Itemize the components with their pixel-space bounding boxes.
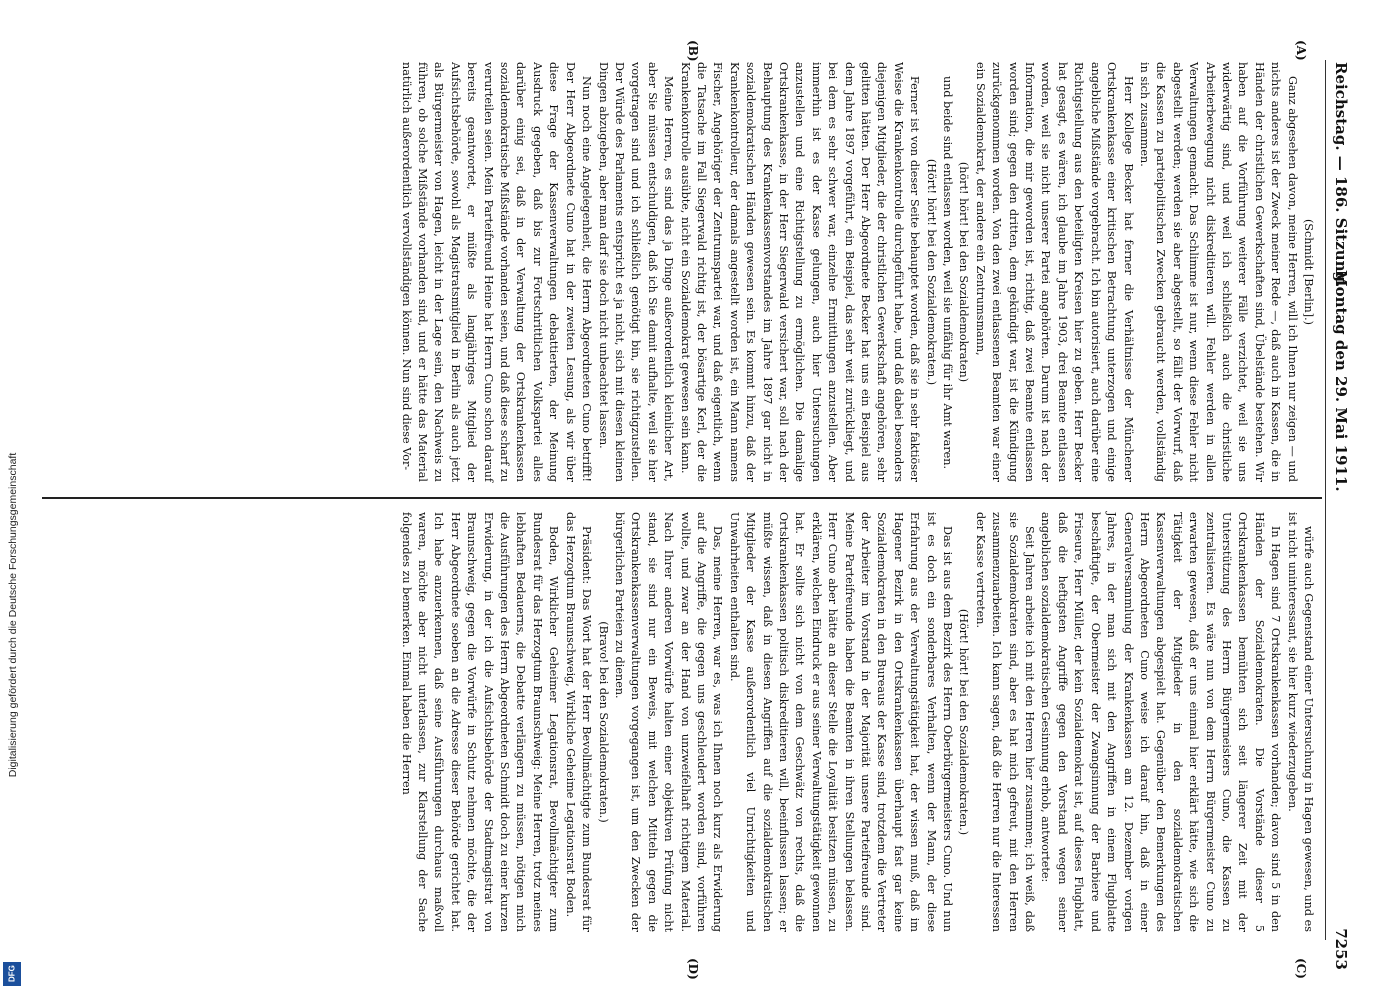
margin-mark-a: (A) [1294, 40, 1308, 61]
header-rule [1325, 60, 1326, 940]
column-divider [42, 497, 1322, 499]
paragraph: Seit Jahren arbeite ich mit den Herren hier zusammen; ich weiß, daß sie Sozialdemokraten sind, aber es hat mich gefreut, mit den Herren zusammenzuarbeiten. Ich kann sagen, daß die Herren nur die Interessen der Kasse vertreten. [973, 512, 1037, 932]
paragraph: (Schmidt [Berlin].) [1302, 218, 1315, 326]
document-page [30, 0, 1360, 1000]
paragraph: Ferner ist von dieser Seite behauptet worden, daß sie in sehr faktiöser Weise die Krankenkontrolle durchgeführt habe, und daß dabei besonders diejenigen Mitglieder, die der christlichen Gewerkschaft angehören, sehr gelitten hätten. Der Herr Abgeordnete Becker hat uns ein Beispiel aus dem Jahre 1897 vorgeführt, ein Beispiel, das sehr weit zurückliegt, und bei dem es sehr schwer war, einzelne Ermittlungen anzustellen. Aber immerhin ist es der Kasse gelungen, auch hier Untersuchungen anzustellen und eine Richtigstellung zu ermöglichen. Die damalige Ortskrankenkasse, in der Herr Siegerwald versichert war, soll nach der Behauptung des Krankenkassenvorstandes im Jahre 1897 gar nicht in sozialdemokratischen Händen gewesen sein. Es kommt hinzu, daß der Krankenkontrolleur, der damals angestellt worden ist, ein Mann namens Fischer, Angehöriger der Zentrumspartei war, und daß eigentlich, wenn die Tatsache im Fall Siegerwald richtig ist, der bösartige Kerl, der die Krankenkontrolle ausübte, nicht ein Sozialdemokrat gewesen sein kann. [678, 62, 922, 482]
margin-mark-c: (C) [1294, 958, 1308, 979]
paragraph: Das ist aus dem Bezirk des Herrn Oberbürgermeisters Cuno. Und nun ist es doch ein sonderbares Verhalten, wenn der Mann, der diese Erfahrung aus der Verwaltungstätigkeit hat, der wissen muß, daß im Hagener Bezirk in den Ortskrankenkassen überhaupt fast gar keine Sozialdemokraten in den Bureaus der Kasse sind, trotzdem die Vertreter der Arbeiter im Vorstand in der Majorität unsere Parteifreunde sind. Meine Parteifreunde haben die Beamten in ihren Stellungen belassen. Herr Cuno aber hätte an dieser Stelle die Loyalität besitzen müssen, zu erklären, welchen Eindruck er aus seiner Verwaltungstätigkeit gewonnen hat. Er sollte sich nicht von dem Geschwätz von rechts, daß die Ortskrankenkassen politisch diskreditieren will, beeinflussen lassen; er müßte wissen, daß in diesen Angriffen auf die sozialdemokratischen Mitglieder der Kasse außerordentlich viel Unrichtigkeiten und Unwahrheiten enthalten sind. [727, 512, 955, 932]
funding-notice: Digitalisierung gefördert durch die Deutsche Forschungsgemeinschaft [7, 452, 19, 778]
paragraph: (hört! hört! bei den Sozialdemokraten) [957, 161, 971, 383]
paragraph: würfe auch Gegenstand einer Untersuchung in Hagen gewesen, und es ist nicht uninteressant, sie hier kurz wiederzugeben. [1285, 512, 1315, 932]
paragraph: Ganz abgesehen davon, meine Herren, will ich Ihnen nur zeigen — und nichts anderes ist der Zweck meiner Rede —, daß auch in Kassen, die in Händen der christlichen Gewerkschaften sind, Übelstände bestehen. Wir haben auf die Vorführung weiterer Fälle verzichtet, weil sie uns widerwärtig sind, und weil ich schließlich auch die christliche Arbeiterbewegung nicht diskreditieren will. Fehler werden in allen Verwaltungen gemacht. Das Schlimme ist nur, wenn diese Fehler nicht abgestellt werden; werden sie aber abgestellt, so fällt der Vorwurf, daß die Kassen zu parteipolitischen Zwecken gebraucht werden, vollständig in sich zusammen. [1137, 62, 1299, 482]
paragraph: (Bravo! bei den Sozialdemokraten.) [596, 621, 610, 823]
page-header [1328, 0, 1350, 1000]
margin-mark-b: (B) [686, 40, 700, 62]
margin-mark-d: (D) [686, 958, 700, 980]
page-number: 7253 [1332, 928, 1350, 970]
paragraph: Boden, Wirklicher Geheimer Legationsrat, Bevollmächtigter zum Bundesrat für das Herzogtum Braunschweig: Meine Herren, trotz meines lebhaften Bedauerns, die Debatte verlängern zu müssen, nötigen mich die Ausführungen des Herrn Abgeordneten Schmidt doch zu einer kurzen Erwiderung, in der ich die Aufsichtsbehörde der Stadtmagistrat von Braunschweig, gegen die Vorwürfe in Schutz nehmen möchte, die der Herr Abgeordnete soeben an die Adresse dieser Behörde gerichtet hat. Ich habe anzuerkennen, daß seine Ausführungen durchaus maßvoll waren, möchte aber nicht unterlassen, zur Klarstellung der Sache folgendes zu bemerken. Einmal haben die Herren [399, 512, 561, 932]
paragraph: Herr Kollege Becker hat ferner die Verhältnisse der Münchener Ortskrankenkasse einer kritischen Betrachtung unterzogen und einige angebliche Mißstände vorgebracht. Ich bin autorisiert, auch darüber eine Richtigstellung aus den beteiligten Kreisen hier zu geben. Herr Becker hat gesagt, es wären, ich glaube im Jahre 1903, drei Beamte entlassen worden, weil sie nicht unserer Partei angehörten. Darum ist nach der Information, die mir geworden ist, richtig, daß zwei Beamte entlassen worden sind; gegen den dritten, dem gekündigt war, ist die Kündigung zurückgenommen worden. Von den zwei entlassenen Beamten war einer ein Sozialdemokrat, der andere ein Zentrumsmann, [973, 62, 1135, 482]
paragraph: Präsident: Das Wort hat der Herr Bevollmächtigte zum Bundesrat für das Herzogtum Braunschweig, Wirkliche Geheime Legationsrat Boden. [563, 512, 594, 932]
paragraph: und beide sind entlassen worden, weil sie unfähig für ihr Amt waren. [941, 76, 955, 470]
left-text-column [397, 62, 1316, 482]
right-text-column [397, 512, 1316, 932]
paragraph: In Hagen sind 7 Ortskrankenkassen vorhanden; davon sind 5 in den Händen der Sozialdemokraten. Die Vorstände dieser 5 Ortskrankenkassen bemühten sich seit längerer Zeit mit der Unterstützung des Herrn Bürgermeisters Cuno, die Kassen zu zentralisieren. Es wäre nun von dem Herrn Bürgermeister Cuno zu erwarten gewesen, daß er uns einmal hier erklärt hätte, wie sich die Tätigkeit der Mitglieder in den sozialdemokratischen Kassenverwaltungen abgespielt hat. Gegenüber den Bemerkungen des Herrn Abgeordneten Cuno weise ich darauf hin, daß in einer Generalversammlung der Krankenkassen am 12. Dezember vorigen Jahres, in der man sich mit den Angriffen in einem Flugblatte beschäftigte, der Obermeister der Zwangsinnung der Barbiere und Friseure, Herr Müller, der kein Sozialdemokrat ist, auf dieses Flugblatt, daß die heftigsten Angriffe gegen den Vorstand wegen seiner angeblichen sozialdemokratischen Gesinnung erhob, antwortete: [1039, 512, 1283, 932]
header-left: Reichstag. — 186. Sitzung. [1332, 62, 1350, 288]
paragraph: Meine Herren, es sind das ja Dinge außerordentlich kleinlicher Art, aber Sie müssen entschuldigen, daß ich Sie damit aufhalte, weil sie hier vorgetragen sind und ich schließlich genötigt bin, sie richtigzustellen. Der Würde des Parlaments entspricht es ja nicht, sich mit diesen kleinen Dingen abzugeben, aber man darf sie doch nicht unbeachtet lassen. [596, 62, 676, 482]
header-date: Montag den 29. Mai 1911. [1332, 270, 1350, 492]
footer-strip [0, 0, 26, 1000]
dfg-logo: DFG [3, 962, 21, 986]
paragraph: Nun noch eine Angelegenheit, die Herrn Abgeordneten Cuno betrifft! Der Herr Abgeordnete Cuno hat in der zweiten Lesung, als wir über diese Frage der Kassenverwaltungen debattierten, der Meinung Ausdruck gegeben, daß bis zur Fortschrittlichen Volkspartei alles darüber einig sei, daß in der Verwaltung der Ortskrankenkassen sozialdemokratische Mißstände vorhanden seien, und daß diese scharf zu verurteilen seien. Mein Parteifreund Heine hat Herrn Cuno schon darauf bereits geantwortet, er müßte als langjähriges Mitglied der Aufsichtsbehörde, sowohl als Magistratsmitglied in Berlin als auch jetzt als Bürgermeister von Hagen, leicht in der Lage sein, den Nachweis zu führen, ob solche Mißstände vorhanden sind, und er hätte das Material natürlich außerordentlich vervollständigen können. Nun sind diese Vor- [399, 62, 594, 482]
paragraph: (Hört! hört! bei den Sozialdemokraten.) [924, 158, 938, 386]
paragraph: (Hört! hört! bei den Sozialdemokraten.) [957, 608, 971, 836]
paragraph: Das, meine Herren, war es, was ich Ihnen noch kurz als Erwiderung auf die Angriffe, die gegen uns geschleudert worden sind, vorführen wollte, und zwar an der Hand von unzweifelhaft richtigem Material. Nach Ihrer anderen Vorwürfe halten einer objektiven Prüfung nicht stand, sie sind nur ein Beweis, mit welchen Mitteln gegen die Ortskrankenkassenverwaltungen vorgegangen ist, um den Zwecken der bürgerlichen Parteien zu dienen. [612, 512, 725, 932]
